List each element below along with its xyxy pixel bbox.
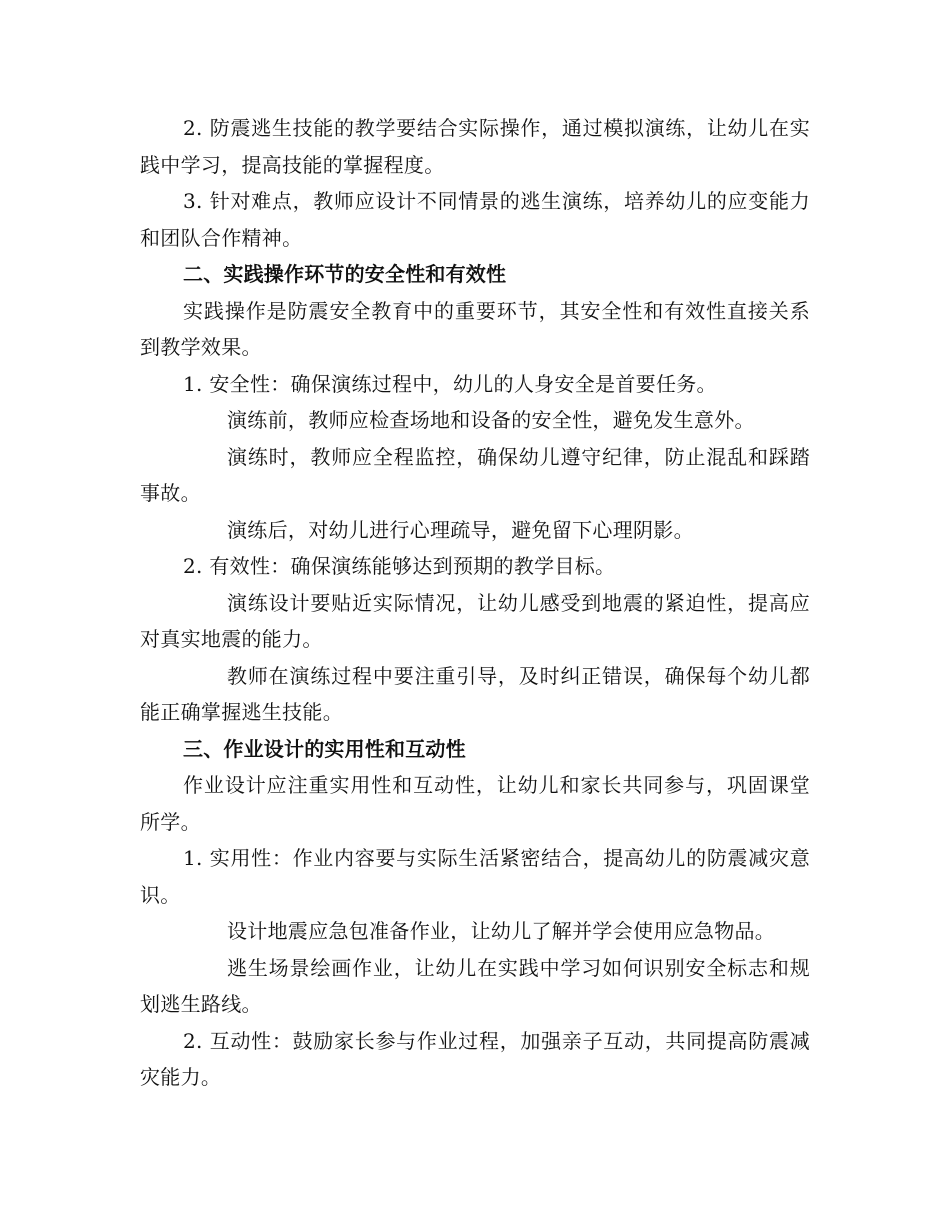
section-heading-homework-design: 三、作业设计的实用性和互动性 [183, 736, 466, 761]
paragraph-item-1-safety: 1. 安全性：确保演练过程中，幼儿的人身安全是首要任务。 [183, 371, 717, 396]
paragraph-item-2-effectiveness: 2. 有效性：确保演练能够达到预期的教学目标。 [183, 554, 616, 578]
paragraph-item-2-skills: 2. 防震逃生技能的教学要结合实际操作，通过模拟演练，让幼儿在实践中学习，提高技能的掌握程度。 [140, 116, 810, 177]
paragraph-item-3-difficulties: 3. 针对难点，教师应设计不同情景的逃生演练，培养幼儿的应变能力和团队合作精神。 [140, 189, 810, 250]
section-heading-practice-safety: 二、实践操作环节的安全性和有效性 [183, 262, 507, 286]
paragraph-drill-design: 演练设计要贴近实际情况，让幼儿感受到地震的紧迫性，提高应对真实地震的能力。 [140, 590, 810, 651]
paragraph-teacher-guidance: 教师在演练过程中要注重引导，及时纠正错误，确保每个幼儿都能正确掌握逃生技能。 [140, 663, 810, 724]
paragraph-after-drill: 演练后，对幼儿进行心理疏导，避免留下心理阴影。 [227, 517, 694, 542]
paragraph-emergency-kit: 设计地震应急包准备作业，让幼儿了解并学会使用应急物品。 [227, 919, 776, 943]
paragraph-item-1-practicality: 1. 实用性：作业内容要与实际生活紧密结合，提高幼儿的防震减灾意识。 [140, 846, 810, 907]
paragraph-during-drill: 演练时，教师应全程监控，确保幼儿遵守纪律，防止混乱和踩踏事故。 [140, 444, 810, 505]
paragraph-escape-drawing: 逃生场景绘画作业，让幼儿在实践中学习如何识别安全标志和规划逃生路线。 [140, 955, 810, 1016]
paragraph-before-drill: 演练前，教师应检查场地和设备的安全性，避免发生意外。 [227, 408, 755, 432]
paragraph-homework-intro: 作业设计应注重实用性和互动性，让幼儿和家长共同参与，巩固课堂所学。 [140, 773, 810, 834]
paragraph-item-2-interactivity: 2. 互动性：鼓励家长参与作业过程，加强亲子互动，共同提高防震减灾能力。 [140, 1028, 810, 1089]
paragraph-practice-intro: 实践操作是防震安全教育中的重要环节，其安全性和有效性直接关系到教学效果。 [140, 298, 810, 359]
document-body [140, 110, 810, 1096]
